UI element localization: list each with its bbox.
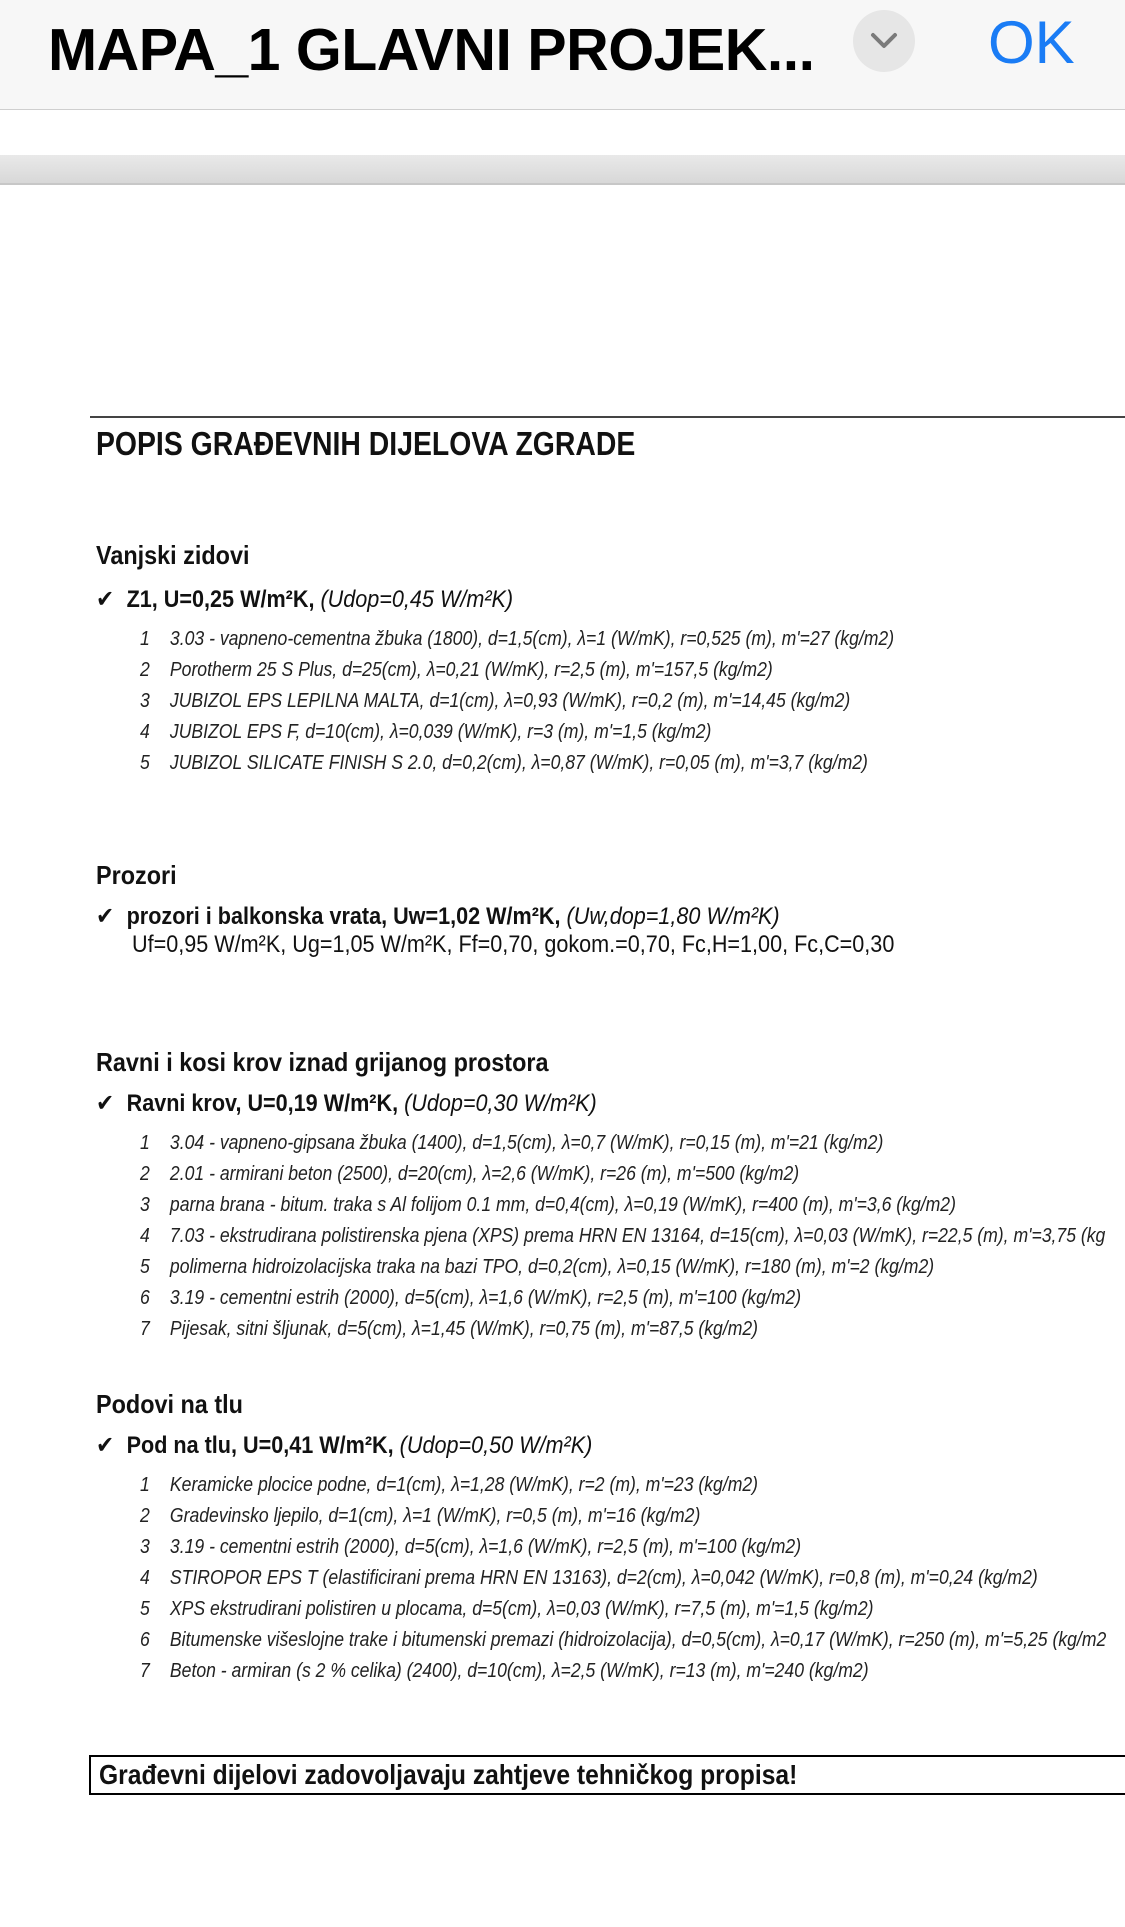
layer-row: 5 XPS ekstrudirani polistiren u plocama, d=5(cm), λ=0,03 (W/mK), r=7,5 (m), m'=1,5 (kg/m2) xyxy=(140,1598,874,1620)
component-name: prozori i balkonska vrata, Uw=1,02 W/m²K, xyxy=(126,903,561,930)
checkmark-icon: ✔ xyxy=(96,1090,115,1117)
layer-row: 5 polimerna hidroizolacijska traka na bazi TPO, d=0,2(cm), λ=0,15 (W/mK), r=180 (m), m'=2 (kg/m2) xyxy=(140,1256,935,1278)
component-line xyxy=(96,1089,597,1118)
component-name: Z1, U=0,25 W/m²K, xyxy=(126,586,315,613)
ok-button[interactable]: OK xyxy=(988,9,1075,76)
layer-row: 4 JUBIZOL EPS F, d=10(cm), λ=0,039 (W/mK), r=3 (m), m'=1,5 (kg/m2) xyxy=(140,721,712,743)
checkmark-icon: ✔ xyxy=(96,1432,115,1459)
component-line xyxy=(96,902,780,931)
top-bar xyxy=(0,0,1125,110)
component-name: Pod na tlu, U=0,41 W/m²K, xyxy=(126,1432,394,1459)
layer-row: 4 STIROPOR EPS T (elastificirani prema HRN EN 13163), d=2(cm), λ=0,042 (W/mK), r=0,8 (m), m'=0,24 (kg/m2) xyxy=(140,1567,1038,1589)
conclusion-box xyxy=(89,1755,1125,1795)
layer-row: 6 Bitumenske višeslojne trake i bitumenski premazi (hidroizolacija), d=0,5(cm), λ=0,17 (W/mK), r=250 (m), m'=5,25 (kg/m2 xyxy=(140,1629,1107,1651)
section-title: Ravni i kosi krov iznad grijanog prostora xyxy=(96,1047,549,1077)
component-line xyxy=(96,585,513,614)
layer-row: 1 Keramicke plocice podne, d=1(cm), λ=1,28 (W/mK), r=2 (m), m'=23 (kg/m2) xyxy=(140,1474,759,1496)
page-title: POPIS GRAĐEVNIH DIJELOVA ZGRADE xyxy=(96,425,636,462)
section-title: Vanjski zidovi xyxy=(96,540,250,570)
component-limit: (Udop=0,30 W/m²K) xyxy=(404,1090,597,1117)
section-title: Podovi na tlu xyxy=(96,1389,243,1419)
layer-row: 3 3.19 - cementni estrih (2000), d=5(cm), λ=1,6 (W/mK), r=2,5 (m), m'=100 (kg/m2) xyxy=(140,1536,802,1558)
layer-row: 7 Pijesak, sitni šljunak, d=5(cm), λ=1,45 (W/mK), r=0,75 (m), m'=87,5 (kg/m2) xyxy=(140,1318,759,1340)
layer-row: 6 3.19 - cementni estrih (2000), d=5(cm), λ=1,6 (W/mK), r=2,5 (m), m'=100 (kg/m2) xyxy=(140,1287,802,1309)
title-menu-button[interactable] xyxy=(853,10,915,72)
component-line xyxy=(96,1431,592,1460)
chevron-down-icon xyxy=(870,29,898,53)
checkmark-icon: ✔ xyxy=(96,586,115,613)
layer-row: 7 Beton - armiran (s 2 % celika) (2400), d=10(cm), λ=2,5 (W/mK), r=13 (m), m'=240 (kg/m2) xyxy=(140,1660,869,1682)
checkmark-icon: ✔ xyxy=(96,903,115,930)
layer-row: 3 parna brana - bitum. traka s Al folijom 0.1 mm, d=0,4(cm), λ=0,19 (W/mK), r=400 (m), m'=3,6 (kg/m2) xyxy=(140,1194,956,1216)
page-separator xyxy=(0,155,1125,185)
heading-rule xyxy=(90,416,1125,418)
component-name: Ravni krov, U=0,19 W/m²K, xyxy=(126,1090,399,1117)
layer-row: 5 JUBIZOL SILICATE FINISH S 2.0, d=0,2(cm), λ=0,87 (W/mK), r=0,05 (m), m'=3,7 (kg/m2) xyxy=(140,752,868,774)
layer-row: 2 2.01 - armirani beton (2500), d=20(cm), λ=2,6 (W/mK), r=26 (m), m'=500 (kg/m2) xyxy=(140,1163,800,1185)
document-title[interactable]: MAPA_1 GLAVNI PROJEK... xyxy=(48,17,815,83)
layer-row: 3 JUBIZOL EPS LEPILNA MALTA, d=1(cm), λ=0,93 (W/mK), r=0,2 (m), m'=14,45 (kg/m2) xyxy=(140,690,851,712)
layer-row: 1 3.04 - vapneno-gipsana žbuka (1400), d=1,5(cm), λ=0,7 (W/mK), r=0,15 (m), m'=21 (kg/m2) xyxy=(140,1132,884,1154)
window-parameters: Uf=0,95 W/m²K, Ug=1,05 W/m²K, Ff=0,70, gokom.=0,70, Fc,H=1,00, Fc,C=0,30 xyxy=(132,931,895,958)
layer-row: 2 Porotherm 25 S Plus, d=25(cm), λ=0,21 (W/mK), r=2,5 (m), m'=157,5 (kg/m2) xyxy=(140,659,773,681)
conclusion-text: Građevni dijelovi zadovoljavaju zahtjeve tehničkog propisa! xyxy=(99,1759,798,1790)
component-limit: (Udop=0,50 W/m²K) xyxy=(399,1432,593,1459)
layer-row: 2 Gradevinsko ljepilo, d=1(cm), λ=1 (W/mK), r=0,5 (m), m'=16 (kg/m2) xyxy=(140,1505,701,1527)
section-title: Prozori xyxy=(96,860,177,890)
layer-row: 4 7.03 - ekstrudirana polistirenska pjena (XPS) prema HRN EN 13164, d=15(cm), λ=0,03 (W/mK), r=22,5 (m), m'=3,75 (kg xyxy=(140,1225,1106,1247)
component-limit: (Udop=0,45 W/m²K) xyxy=(320,586,514,613)
layer-row: 1 3.03 - vapneno-cementna žbuka (1800), d=1,5(cm), λ=1 (W/mK), r=0,525 (m), m'=27 (kg/m2) xyxy=(140,628,895,650)
component-limit: (Uw,dop=1,80 W/m²K) xyxy=(566,903,780,930)
